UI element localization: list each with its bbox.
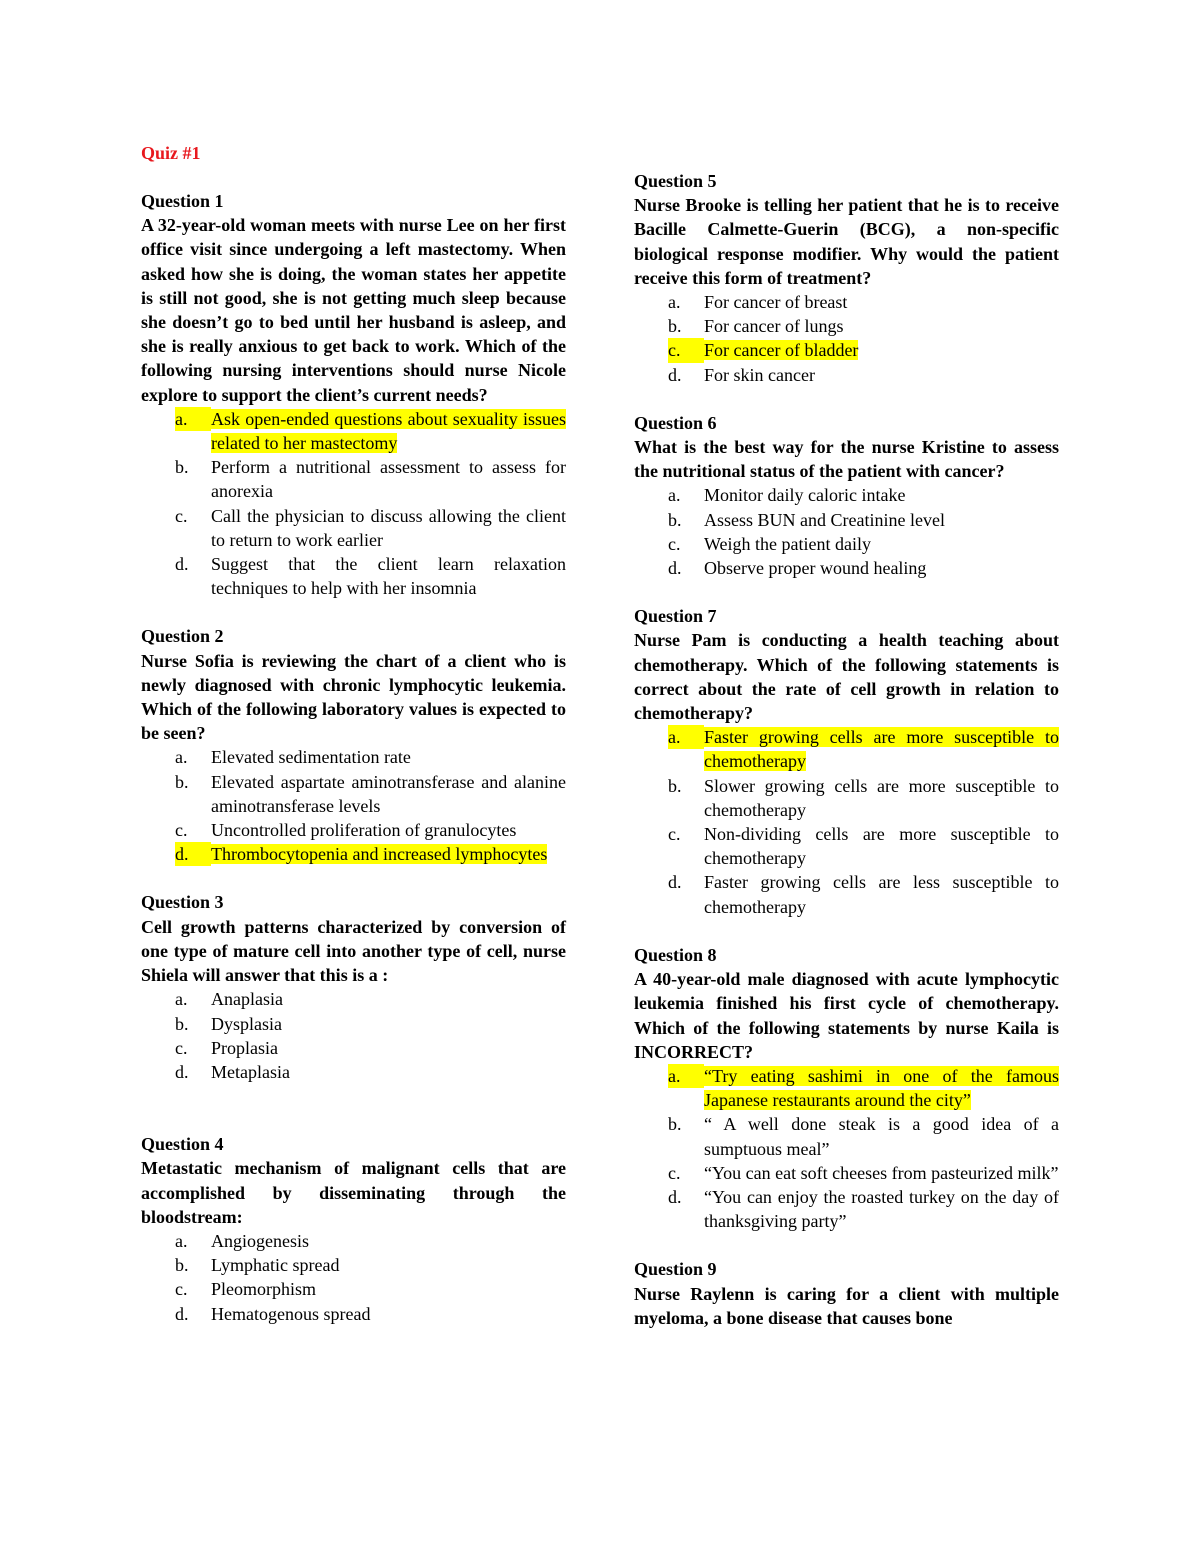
right-question-list xyxy=(634,169,1059,1330)
option-letter-text: b. xyxy=(668,1114,682,1135)
answer-option xyxy=(141,552,566,600)
option-text-content: Ask open-ended questions about sexuality issues related to her mastectomy xyxy=(211,408,566,454)
option-letter xyxy=(141,818,211,842)
option-text-content: For cancer of bladder xyxy=(704,340,859,361)
option-letter xyxy=(634,483,704,507)
option-text xyxy=(211,818,566,842)
answer-option xyxy=(634,290,1059,314)
option-letter xyxy=(141,842,211,866)
question-block xyxy=(141,890,566,1084)
answer-options xyxy=(634,290,1059,387)
question-block xyxy=(634,1257,1059,1330)
answer-option xyxy=(141,1012,566,1036)
option-text xyxy=(211,1253,566,1277)
option-text xyxy=(704,774,1059,822)
option-text-content: Slower growing cells are more susceptible to chemotherapy xyxy=(704,775,1059,820)
option-text xyxy=(704,363,1059,387)
option-letter-text: b. xyxy=(668,316,682,337)
option-text xyxy=(704,338,1059,362)
option-text-content: Dysplasia xyxy=(211,1013,282,1034)
right-column xyxy=(634,169,1059,1354)
option-letter xyxy=(634,314,704,338)
option-text xyxy=(211,504,566,552)
option-letter-text: a. xyxy=(175,407,211,431)
question-text: A 32-year-old woman meets with nurse Lee on her first office visit since undergoing a left mastectomy. When asked how she is doing, the woman states her appetite is still not good, she is not getting much sleep because she doesn’t go to bed until her husband is asleep, and she is really anxious to get back to work. Which of the following nursing interventions should nurse Nicole explore to support the client’s current needs? xyxy=(141,215,566,405)
option-letter xyxy=(141,407,211,455)
option-text xyxy=(211,745,566,769)
option-text-content: Elevated sedimentation rate xyxy=(211,747,411,768)
option-text xyxy=(704,1064,1059,1112)
answer-option xyxy=(141,1060,566,1084)
question-block xyxy=(141,624,566,866)
option-letter-text: a. xyxy=(668,1064,704,1088)
option-letter-text: c. xyxy=(175,505,188,526)
option-text-content: Thrombocytopenia and increased lymphocytes xyxy=(211,844,548,865)
left-question-list xyxy=(141,189,566,1326)
option-text-content: Monitor daily caloric intake xyxy=(704,485,906,506)
question-text: Nurse Brooke is telling her patient that he is to receive Bacille Calmette-Guerin (BCG), a non-specific biological response modifier. Why would the patient receive this form of treatment? xyxy=(634,195,1059,288)
option-letter xyxy=(634,1112,704,1160)
option-text-content: For cancer of lungs xyxy=(704,316,844,337)
option-text-content: “ A well done steak is a good idea of a sumptuous meal” xyxy=(704,1114,1059,1159)
option-letter xyxy=(634,1185,704,1233)
option-letter-text: c. xyxy=(175,1279,188,1300)
answer-options xyxy=(634,725,1059,919)
answer-option-correct xyxy=(634,725,1059,773)
question-block xyxy=(634,604,1059,919)
option-letter-text: c. xyxy=(175,1037,188,1058)
option-text-content: Hematogenous spread xyxy=(211,1303,371,1324)
option-text xyxy=(211,1302,566,1326)
option-letter xyxy=(141,745,211,769)
quiz-title: Quiz #1 xyxy=(141,143,201,163)
answer-option xyxy=(634,1112,1059,1160)
answer-options xyxy=(634,1064,1059,1233)
answer-option xyxy=(634,483,1059,507)
option-letter-text: a. xyxy=(175,989,188,1010)
answer-option-correct xyxy=(141,407,566,455)
option-letter xyxy=(141,1302,211,1326)
option-letter-text: b. xyxy=(668,509,682,530)
option-letter xyxy=(141,1036,211,1060)
option-letter xyxy=(634,290,704,314)
option-letter xyxy=(141,1253,211,1277)
option-text xyxy=(704,508,1059,532)
option-letter-text: b. xyxy=(668,775,682,796)
option-text-content: “Try eating sashimi in one of the famous Japanese restaurants around the city” xyxy=(704,1065,1059,1111)
option-letter-text: d. xyxy=(668,364,682,385)
option-letter xyxy=(634,532,704,556)
option-text xyxy=(211,455,566,503)
option-text xyxy=(211,407,566,455)
answer-options xyxy=(141,1229,566,1326)
option-letter-text: d. xyxy=(668,872,682,893)
answer-options xyxy=(634,483,1059,580)
question-text: What is the best way for the nurse Kristine to assess the nutritional status of the patient with cancer? xyxy=(634,437,1059,482)
question-heading: Question 4 xyxy=(141,1134,224,1155)
question-heading: Question 8 xyxy=(634,944,717,965)
option-text xyxy=(211,770,566,818)
answer-option xyxy=(634,822,1059,870)
option-letter-text: c. xyxy=(668,1162,681,1183)
option-text-content: Proplasia xyxy=(211,1037,278,1058)
question-text: Nurse Pam is conducting a health teaching about chemotherapy. Which of the following statements is correct about the rate of cell growth in relation to chemotherapy? xyxy=(634,630,1059,724)
left-column xyxy=(141,141,566,1350)
option-letter-text: b. xyxy=(175,1255,189,1276)
option-letter xyxy=(141,552,211,600)
option-letter-text: c. xyxy=(668,824,681,845)
question-heading: Question 5 xyxy=(634,171,717,191)
question-block xyxy=(141,189,566,600)
option-letter-text: a. xyxy=(668,485,681,506)
option-letter xyxy=(634,822,704,870)
option-text xyxy=(704,290,1059,314)
option-text-content: Weigh the patient daily xyxy=(704,533,872,554)
option-letter-text: c. xyxy=(175,820,188,841)
option-letter-text: b. xyxy=(175,771,189,792)
option-text xyxy=(704,1185,1059,1233)
option-text-content: Angiogenesis xyxy=(211,1230,309,1251)
option-text-content: For skin cancer xyxy=(704,364,815,385)
answer-option xyxy=(634,774,1059,822)
option-text-content: Lymphatic spread xyxy=(211,1255,340,1276)
option-letter xyxy=(634,870,704,918)
question-heading: Question 3 xyxy=(141,892,224,913)
option-letter xyxy=(634,774,704,822)
answer-option xyxy=(141,987,566,1011)
option-text-content: Metaplasia xyxy=(211,1061,290,1082)
option-letter xyxy=(141,1277,211,1301)
option-letter-text: d. xyxy=(668,558,682,579)
option-text xyxy=(704,314,1059,338)
question-text: Nurse Raylenn is caring for a client with multiple myeloma, a bone disease that causes bone xyxy=(634,1283,1059,1328)
option-text xyxy=(704,532,1059,556)
answer-option xyxy=(634,363,1059,387)
option-letter-text: d. xyxy=(175,842,211,866)
question-block xyxy=(634,943,1059,1233)
question-heading: Question 1 xyxy=(141,191,224,211)
question-block xyxy=(634,169,1059,387)
answer-options xyxy=(141,987,566,1084)
option-letter xyxy=(634,338,704,362)
answer-option xyxy=(141,1253,566,1277)
option-text-content: Perform a nutritional assessment to assess for anorexia xyxy=(211,457,566,502)
answer-option xyxy=(141,818,566,842)
answer-option xyxy=(141,504,566,552)
option-text xyxy=(704,1161,1059,1185)
answer-option xyxy=(141,770,566,818)
answer-option xyxy=(634,556,1059,580)
option-text xyxy=(211,1277,566,1301)
option-letter xyxy=(634,363,704,387)
option-letter-text: a. xyxy=(175,1230,188,1251)
answer-option xyxy=(141,455,566,503)
option-letter-text: c. xyxy=(668,533,681,554)
option-letter-text: a. xyxy=(668,292,681,313)
option-text xyxy=(704,1112,1059,1160)
answer-option-correct xyxy=(634,338,1059,362)
option-text-content: Elevated aspartate aminotransferase and alanine aminotransferase levels xyxy=(211,771,566,816)
answer-option xyxy=(141,1229,566,1253)
answer-option xyxy=(634,1185,1059,1233)
option-letter xyxy=(634,1064,704,1112)
answer-option xyxy=(141,1036,566,1060)
option-letter-text: d. xyxy=(175,1303,189,1324)
option-text-content: “You can eat soft cheeses from pasteurized milk” xyxy=(704,1162,1059,1183)
answer-options xyxy=(141,745,566,866)
option-text-content: Pleomorphism xyxy=(211,1279,317,1300)
option-text xyxy=(704,556,1059,580)
option-text-content: Faster growing cells are more susceptible to chemotherapy xyxy=(704,727,1059,772)
option-text-content: Non-dividing cells are more susceptible to chemotherapy xyxy=(704,824,1059,869)
answer-option xyxy=(141,1277,566,1301)
answer-option-correct xyxy=(141,842,566,866)
question-heading: Question 2 xyxy=(141,626,224,647)
answer-option xyxy=(141,745,566,769)
option-text xyxy=(704,725,1059,773)
option-letter-text: d. xyxy=(175,1061,189,1082)
option-letter-text: c. xyxy=(668,338,704,362)
option-letter-text: a. xyxy=(668,725,704,749)
answer-option xyxy=(634,314,1059,338)
option-letter-text: d. xyxy=(668,1186,682,1207)
question-heading: Question 9 xyxy=(634,1259,717,1280)
option-text xyxy=(704,483,1059,507)
option-text-content: “You can enjoy the roasted turkey on the day of thanksgiving party” xyxy=(704,1186,1059,1232)
option-text xyxy=(211,1012,566,1036)
option-text-content: Assess BUN and Creatinine level xyxy=(704,509,945,530)
option-text xyxy=(211,1229,566,1253)
question-block xyxy=(634,411,1059,580)
option-text-content: Faster growing cells are less susceptible to chemotherapy xyxy=(704,872,1059,917)
answer-option-correct xyxy=(634,1064,1059,1112)
option-letter-text: d. xyxy=(175,554,189,575)
question-text: Cell growth patterns characterized by conversion of one type of mature cell into another type of cell, nurse Shiela will answer that this is a : xyxy=(141,916,566,986)
answer-option xyxy=(141,1302,566,1326)
question-heading: Question 7 xyxy=(634,606,717,627)
option-text-content: Suggest that the client learn relaxation techniques to help with her insomnia xyxy=(211,554,566,599)
option-letter xyxy=(141,1229,211,1253)
option-text xyxy=(211,552,566,600)
option-text xyxy=(704,822,1059,870)
answer-options xyxy=(141,407,566,601)
option-letter xyxy=(634,725,704,773)
option-text-content: Anaplasia xyxy=(211,989,283,1010)
option-text xyxy=(211,842,566,866)
answer-option xyxy=(634,532,1059,556)
option-text-content: Observe proper wound healing xyxy=(704,558,927,579)
option-text-content: Uncontrolled proliferation of granulocytes xyxy=(211,820,517,841)
answer-option xyxy=(634,870,1059,918)
option-text-content: Call the physician to discuss allowing the client to return to work earlier xyxy=(211,505,566,550)
option-text xyxy=(211,987,566,1011)
option-letter xyxy=(141,1012,211,1036)
option-letter-text: b. xyxy=(175,457,189,478)
question-heading: Question 6 xyxy=(634,412,717,433)
option-text-content: For cancer of breast xyxy=(704,292,848,313)
option-letter xyxy=(141,770,211,818)
question-block xyxy=(141,1132,566,1326)
question-text: Nurse Sofia is reviewing the chart of a client who is newly diagnosed with chronic lymphocytic leukemia. Which of the following laboratory values is expected to be seen? xyxy=(141,650,566,744)
option-letter xyxy=(141,987,211,1011)
question-text: Metastatic mechanism of malignant cells that are accomplished by disseminating through the bloodstream: xyxy=(141,1158,566,1227)
option-text xyxy=(211,1036,566,1060)
option-text xyxy=(211,1060,566,1084)
option-letter xyxy=(634,556,704,580)
option-letter-text: b. xyxy=(175,1013,189,1034)
option-letter xyxy=(634,1161,704,1185)
answer-option xyxy=(634,1161,1059,1185)
option-text xyxy=(704,870,1059,918)
answer-option xyxy=(634,508,1059,532)
question-text: A 40-year-old male diagnosed with acute lymphocytic leukemia finished his first cycle of chemotherapy. Which of the following statements by nurse Kaila is INCORRECT? xyxy=(634,969,1059,1062)
option-letter xyxy=(634,508,704,532)
option-letter xyxy=(141,455,211,503)
option-letter-text: a. xyxy=(175,747,188,768)
option-letter xyxy=(141,1060,211,1084)
option-letter xyxy=(141,504,211,552)
